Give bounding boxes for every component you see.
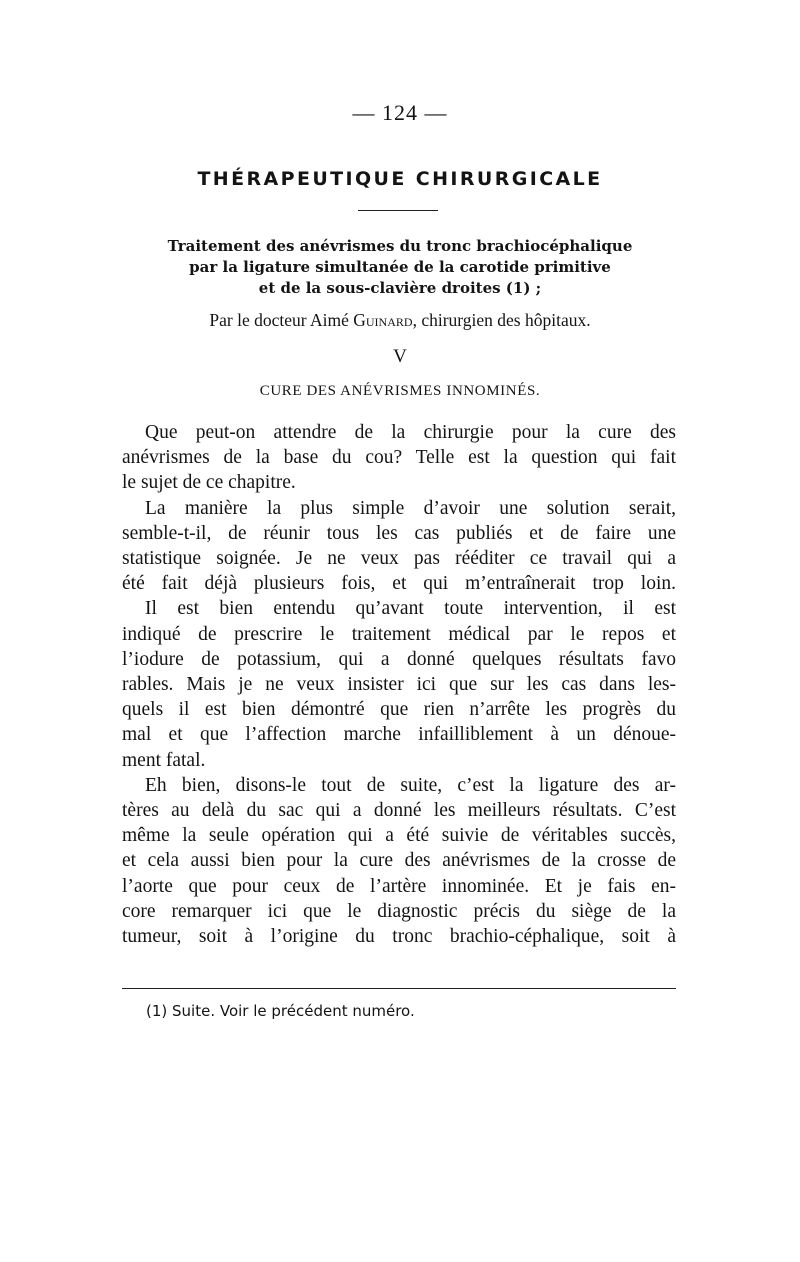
text-line: core remarquer ici que le diagnostic précis du siège de la — [122, 900, 676, 922]
title-divider — [358, 210, 438, 211]
text-line: l’aorte que pour ceux de l’artère innominée. Et je fais en- — [122, 875, 676, 897]
section-title: THÉRAPEUTIQUE CHIRURGICALE — [197, 168, 603, 190]
article-title-line: et de la sous-clavière droites (1) ; — [258, 279, 542, 297]
chapter-number: V — [393, 346, 407, 367]
text-line: La manière la plus simple d’avoir une solution serait, — [145, 497, 676, 519]
text-line: ment fatal. — [122, 749, 206, 771]
text-line: été fait déjà plusieurs fois, et qui m’entraînerait trop loin. — [122, 573, 676, 595]
article-title-line: Traitement des anévrismes du tronc brachiocéphalique — [167, 237, 633, 255]
text-line: rables. Mais je ne veux insister ici que sur les cas dans les- — [122, 674, 676, 696]
text-line: Que peut-on attendre de la chirurgie pour la cure des — [145, 422, 676, 443]
body-text — [122, 420, 676, 949]
text-line: mal et que l’affection marche infailliblement à un dénoue- — [122, 724, 676, 746]
text-line: Il est bien entendu qu’avant toute intervention, il est — [145, 598, 676, 620]
footnote: (1) Suite. Voir le précédent numéro. — [146, 1002, 415, 1020]
text-line: indiqué de prescrire le traitement médical par le repos et — [122, 623, 676, 645]
article-title — [0, 236, 800, 299]
text-line: et cela aussi bien pour la cure des anévrismes de la crosse de — [122, 850, 676, 872]
byline-prefix: Par le docteur Aimé — [209, 310, 354, 330]
text-line: Eh bien, disons-le tout de suite, c’est la ligature des ar- — [145, 774, 676, 796]
text-line: le sujet de ce chapitre. — [122, 472, 296, 494]
text-line: tères au delà du sac qui a donné les meilleurs résultats. C’est — [122, 800, 676, 822]
author-name: Guinard — [353, 310, 413, 330]
byline — [0, 310, 800, 331]
text-line: l’iodure de potassium, qui a donné quelques résultats favo — [122, 648, 676, 670]
text-line: tumeur, soit à l’origine du tronc brachio-céphalique, soit à — [122, 926, 676, 948]
text-line: statistique soignée. Je ne veux pas rééditer ce travail qui a — [122, 548, 676, 570]
article-title-line: par la ligature simultanée de la carotide primitive — [189, 258, 611, 276]
text-line: quels il est bien démontré que rien n’arrête les progrès du — [122, 699, 676, 721]
footnote-divider — [122, 988, 676, 989]
text-line: anévrismes de la base du cou? Telle est la question qui fait — [122, 447, 676, 469]
chapter-title: CURE DES ANÉVRISMES INNOMINÉS. — [259, 383, 541, 399]
text-line: même la seule opération qui a été suivie de véritables succès, — [122, 825, 676, 847]
page-number: — 124 — — [352, 100, 448, 125]
text-line: semble-t-il, de réunir tous les cas publiés et de faire une — [122, 522, 676, 544]
byline-suffix: , chirurgien des hôpitaux. — [412, 310, 591, 330]
